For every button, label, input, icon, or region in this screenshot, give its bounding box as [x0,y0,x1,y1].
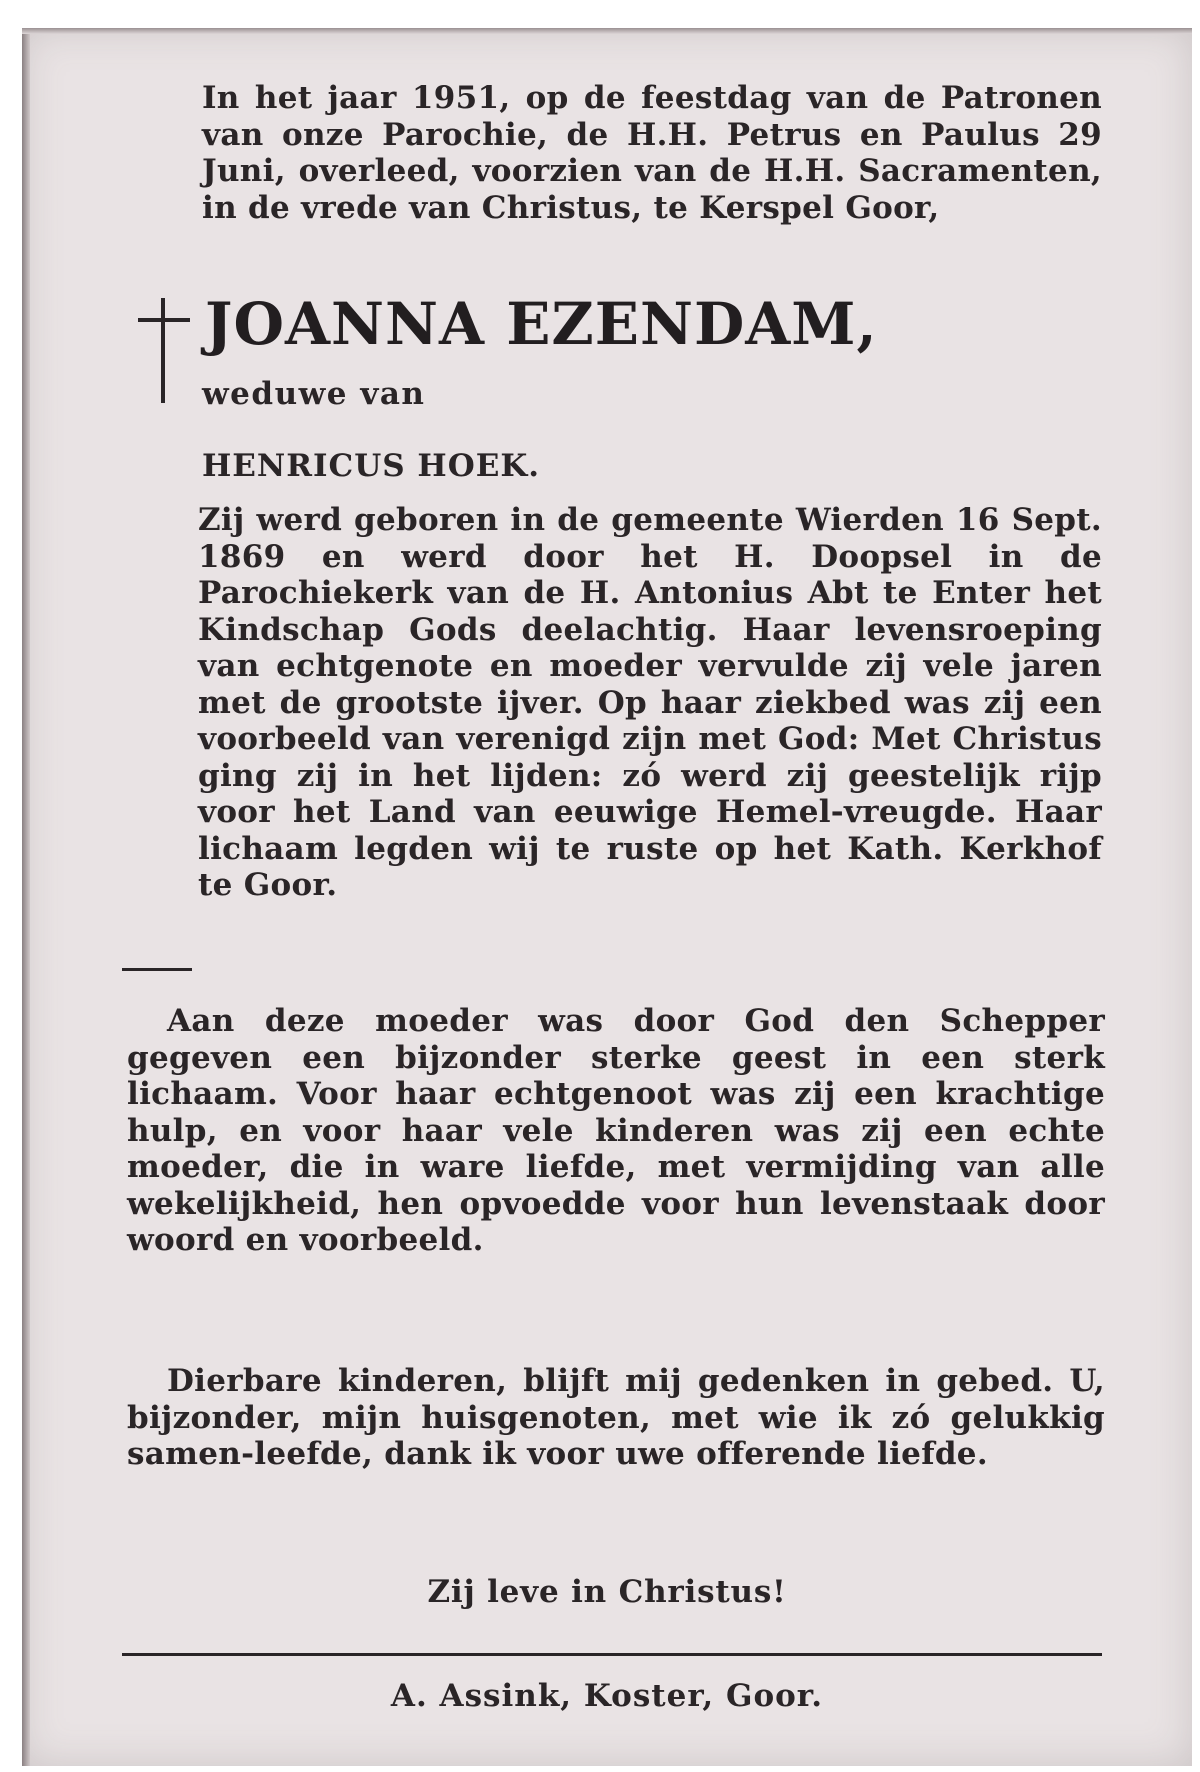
footer-divider [122,1653,1102,1656]
husband-name: HENRICUS HOEK. [202,448,541,484]
farewell-paragraph: Dierbare kinderen, blijft mij gedenken in gebed. U, bijzonder, mijn huisgenoten, met wie ik zó gelukkig samen-leefde, dank ik voor uwe offerende liefde. [127,1363,1105,1472]
cross-icon [134,288,194,408]
card-edge-top [22,28,1192,34]
memorial-card [22,28,1192,1766]
card-edge-left [22,28,30,1766]
section-divider [122,968,192,971]
widow-of-label: weduwe van [202,376,426,412]
intro-paragraph: In het jaar 1951, op de feestdag van de Patronen van onze Parochie, de H.H. Petrus en Paulus 29 Juni, overleed, voorzien van de H.H. Sacramenten, in de vrede van Christus, te Kerspel Goor, [202,80,1102,226]
tribute-paragraph: Aan deze moeder was door God den Schepper gegeven een bijzonder sterke geest in een sterk lichaam. Voor haar echtgenoot was zij een krachtige hulp, en voor haar vele kinderen was zij een echte moeder, die in ware liefde, met vermijding van alle wekelijkheid, hen opvoedde voor hun levenstaak door woord en voorbeeld. [127,1003,1105,1258]
biography-paragraph: Zij werd geboren in de gemeente Wierden 16 Sept. 1869 en werd door het H. Doopsel in de Parochiekerk van de H. Antonius Abt te Enter het Kindschap Gods deelachtig. Haar levensroeping van echtgenote en moeder vervulde zij vele jaren met de grootste ijver. Op haar ziekbed was zij een voorbeeld van verenigd zijn met God: Met Christus ging zij in het lijden: zó werd zij geestelijk rijp voor het Land van eeuwige Hemel-vreugde. Haar lichaam legden wij te ruste op het Kath. Kerkhof te Goor. [198,502,1102,903]
closing-line: Zij leve in Christus! [427,1574,787,1610]
printer-credit: A. Assink, Koster, Goor. [390,1678,824,1714]
deceased-name: JOANNA EZENDAM, [205,290,878,358]
